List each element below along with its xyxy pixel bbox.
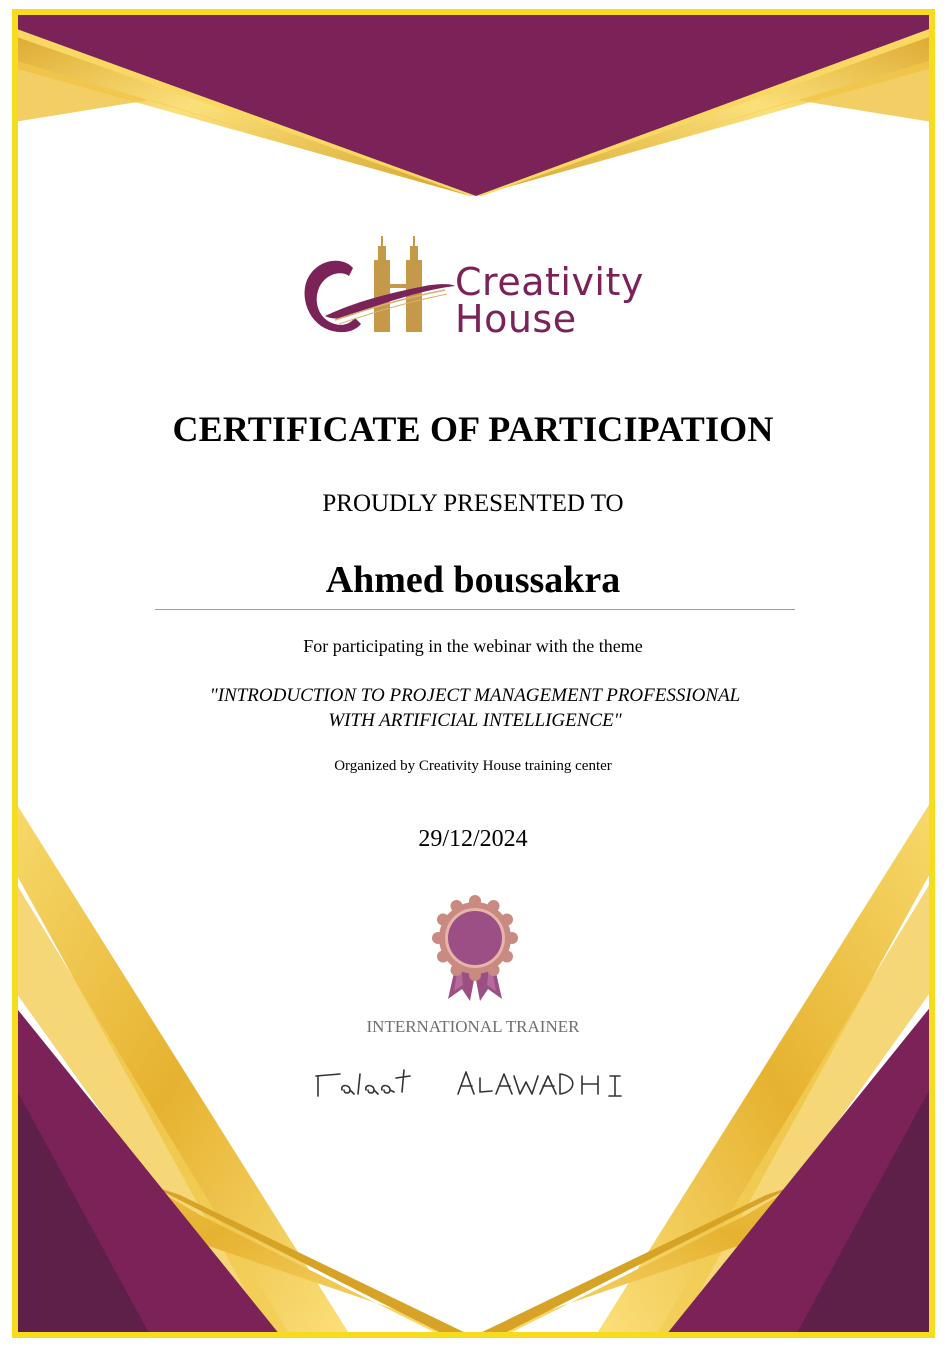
- rosette-seal-icon: [430, 893, 520, 1003]
- recipient-name: Ahmed boussakra: [325, 559, 621, 601]
- certificate-date: 29/12/2024: [418, 826, 528, 852]
- certificate-title: CERTIFICATE OF PARTICIPATION: [172, 409, 774, 449]
- name-divider: [155, 609, 795, 610]
- handwritten-signature: [310, 1062, 640, 1102]
- logo-wordmark-line2: House: [455, 297, 577, 341]
- presented-label: PROUDLY PRESENTED TO: [322, 490, 624, 517]
- webinar-theme-line2: WITH ARTIFICIAL INTELLIGENCE": [328, 710, 622, 731]
- trainer-role: INTERNATIONAL TRAINER: [366, 1017, 580, 1036]
- organizer-text: Organized by Creativity House training center: [334, 758, 612, 774]
- logo-wordmark-line1: Creativity: [455, 260, 644, 304]
- webinar-theme-line1: "INTRODUCTION TO PROJECT MANAGEMENT PROFESSIONAL: [209, 685, 741, 706]
- webinar-theme: [150, 683, 800, 733]
- participation-text: For participating in the webinar with the theme: [303, 636, 643, 656]
